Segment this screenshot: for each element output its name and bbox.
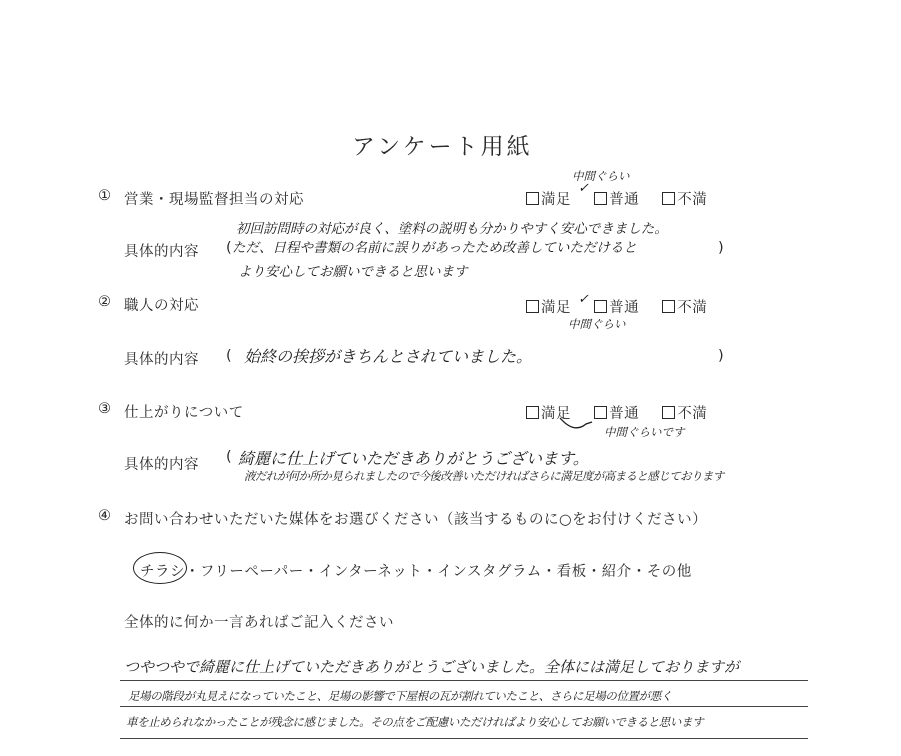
q1-option-satisfied: 満足 — [541, 192, 571, 208]
q2-handwritten-note: 中間ぐらい — [568, 317, 626, 331]
q3-answer-line-1: 綺麗に仕上げていただきありがとうございます。 — [238, 449, 589, 468]
q1-answer-line-1: 初回訪問時の対応が良く、塗料の説明も分かりやすく安心できました。 — [236, 221, 668, 237]
q1-answer-line-2: ただ、日程や書類の名前に誤りがあったため改善していただけると — [232, 240, 637, 256]
q1-label: 営業・現場監督担当の対応 — [124, 192, 304, 208]
q3-dissatisfied-checkbox[interactable] — [662, 406, 675, 419]
q2-paren-close: ) — [718, 348, 725, 364]
q1-detail-label: 具体的内容 — [124, 244, 199, 260]
q1-check-mark: ✓ — [578, 181, 589, 196]
q1-option-dissatisfied: 不満 — [677, 192, 708, 208]
q1-option-normal: 普通 — [609, 192, 640, 208]
q2-option-dissatisfied: 不満 — [677, 300, 708, 316]
q4-label: お問い合わせいただいた媒体をお選びください（該当するものに○をお付けください） — [124, 512, 708, 528]
comment-label: 全体的に何か一言あればご記入ください — [124, 615, 394, 631]
q1-number: ① — [98, 188, 112, 204]
comment-line-3: 車を止められなかったことが残念に感じました。その点をご配慮いただければより安心してお願いできると思います — [126, 715, 704, 729]
comment-rule-2 — [120, 706, 808, 707]
comment-rule-1 — [120, 680, 808, 681]
comment-line-2: 足場の階段が丸見えになっていたこと、足場の影響で下屋根の瓦が割れていたこと、さらに足場の位置が悪く — [128, 689, 672, 703]
q2-option-normal: 普通 — [609, 300, 640, 316]
q1-handwritten-note: 中間ぐらい — [572, 169, 630, 183]
q2-detail-label: 具体的内容 — [124, 352, 199, 368]
q1-rating — [526, 188, 725, 209]
q2-paren-open: ( — [226, 348, 233, 364]
q1-normal-checkbox[interactable] — [594, 192, 607, 205]
q3-option-satisfied: 満足 — [541, 406, 571, 422]
q1-satisfied-checkbox[interactable] — [526, 192, 539, 205]
q1-paren-open: ( — [226, 240, 233, 256]
q3-paren-open: ( — [226, 449, 233, 465]
q1-answer-line-3: より安心してお願いできると思います — [238, 264, 468, 280]
q3-number: ③ — [98, 401, 112, 417]
q2-normal-checkbox[interactable] — [594, 300, 607, 313]
q3-label: 仕上がりについて — [124, 405, 244, 421]
q2-rating — [526, 296, 725, 317]
media-option-selected[interactable]: チラシ — [140, 564, 185, 580]
q1-dissatisfied-checkbox[interactable] — [662, 192, 675, 205]
q2-check-mark: ✓ — [578, 292, 589, 307]
q3-option-normal: 普通 — [609, 406, 640, 422]
q2-label: 職人の対応 — [124, 298, 199, 314]
q2-satisfied-checkbox[interactable] — [526, 300, 539, 313]
q1-paren-close: ) — [718, 240, 725, 256]
q3-option-dissatisfied: 不満 — [677, 406, 708, 422]
q3-handwritten-note: 中間ぐらいです — [604, 425, 685, 439]
form-title: アンケート用紙 — [352, 134, 533, 160]
q3-answer-line-2: 液だれが何か所か見られましたので今後改善いただければさらに満足度が高まると感じております — [244, 469, 724, 483]
q2-number: ② — [98, 294, 112, 310]
q3-satisfied-checkbox[interactable] — [526, 406, 539, 419]
q2-answer-line-1: 始終の挨拶がきちんとされていました。 — [244, 347, 533, 366]
comment-rule-3 — [120, 738, 808, 739]
comment-line-1: つやつやで綺麗に仕上げていただきありがとうございました。全体には満足しておりますが — [124, 658, 740, 676]
q3-detail-label: 具体的内容 — [124, 457, 199, 473]
q4-number: ④ — [98, 508, 112, 524]
q2-option-satisfied: 満足 — [541, 300, 571, 316]
q4-media-options — [140, 560, 692, 581]
q2-dissatisfied-checkbox[interactable] — [662, 300, 675, 313]
media-options-rest: ・フリーペーパー・インターネット・インスタグラム・看板・紹介・その他 — [185, 564, 692, 580]
